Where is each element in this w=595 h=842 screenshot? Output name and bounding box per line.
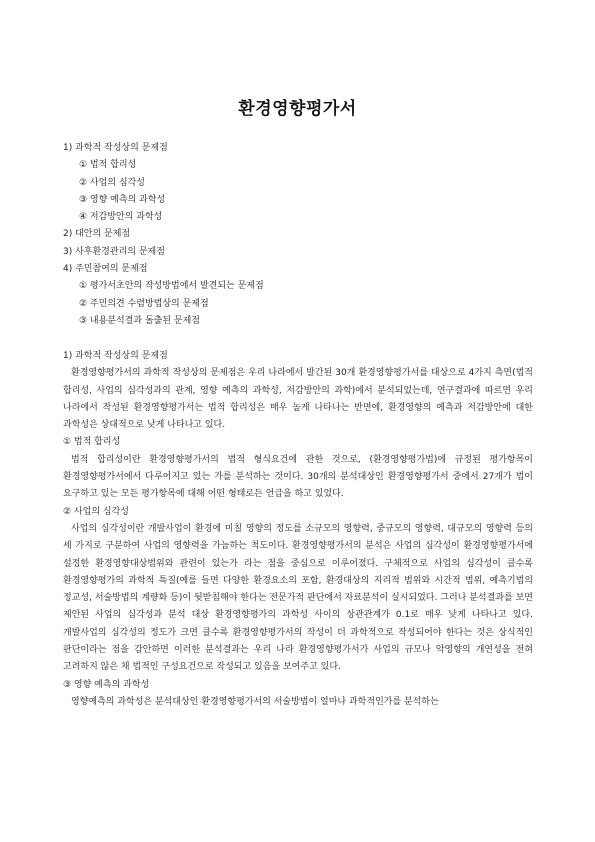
- toc-item: 1) 과학적 작성상의 문제점: [63, 143, 168, 153]
- toc-subitem: ③ 내용분석결과 돌출된 문제점: [79, 315, 200, 326]
- toc-subitem: ① 법적 합리성: [79, 160, 137, 171]
- section-paragraph: 영향예측의 과학성은 분석대상인 환경영향평가서의 서술방법이 얼마나 과학적인가를 분석하는: [71, 696, 439, 707]
- toc-subitem: ② 사업의 심각성: [79, 177, 145, 188]
- section-heading: 1) 과학적 작성상의 문제점: [63, 351, 168, 361]
- document-title: 환경영향평가서: [238, 99, 357, 119]
- section-paragraph: 사업의 심각성이란 개발사업이 환경에 미칠 영향의 정도를 소규모의 영향력, 중규모의 영향력, 대규모의 영향력 등의 세 가지로 구분하여 사업의 영향력을 가늠하는 척도이다. 환경영향평가서의 분석은 사업의 심각성이 환경영향평가서에 설정한 환경영향대상범위와 관련이 있는가 라는 점을 중심으로 이루어졌다. 구체적으로 사업의 심각성이 클수록 환경영향평가의 과학적 특질(예를 들면 다양한 환경요소의 포함, 환경대상의 지리적 범위와 시간적 범위, 예측기법의 정교성, 서술방법의 계량화 등)이 뒷받침해야 한다는 전문가적 판단에서 자료분석이 실시되었다. 그러나 분석결과를 보면 제안된 사업의 심각성과 분석 대상 환경영향평가의 과학성 사이의 상관관계가 0.1로 매우 낮게 나타나고 있다. 개발사업의 심각성의 정도가 크면 클수록 환경영향평가서의 작성이 더 과학적으로 작성되어야 한다는 것은 상식적인 판단이라는 점을 감안하면 이러한 분석결과는 우리 나라 환경영향평가서가 사업의 규모나 악영향의 개연성을 전혀 고려하지 않은 채 법적인 구성요건으로 작성되고 있음을 보여주고 있다.: [63, 523, 533, 673]
- toc-subitem: ④ 저감방안의 과학성: [79, 212, 163, 223]
- toc-item: 4) 주민참여의 문제점: [63, 264, 148, 275]
- document-body: [63, 348, 533, 711]
- toc-subitem: ② 주민의견 수렴방법상의 문제점: [79, 298, 209, 309]
- section-heading: ③ 영향 예측의 과학성: [63, 679, 150, 690]
- toc-item: 2) 대안의 문제점: [63, 229, 131, 240]
- section-heading: ② 사업의 심각성: [63, 506, 129, 517]
- section-paragraph: 환경영향평가서의 과학적 작성상의 문제점은 우리 나라에서 발간된 30개 환경영향평가서를 대상으로 4가지 측면(법적 합리성, 사업의 심각성과의 관계, 영향 예측의 과학성, 저감방안의 과학)에서 분석되었는데, 연구결과에 따르면 우리 나라에서 작성된 환경영향평가서는 법적 합리성은 매우 높게 나타나는 반면에, 환경영향의 예측과 저감방안에 대한 과학성은 상대적으로 낮게 나타나고 있다.: [63, 368, 533, 431]
- section-paragraph: 법적 합리성이란 환경영향평가서의 법적 형식요건에 관한 것으로, (환경영향평가법)에 규정된 평가항목이 환경영향평가서에서 다루어지고 있는 가를 분석하는 것이다. 30개의 분석대상인 환경영향평가서 중에서 27개가 법이 요구하고 있는 모든 평가항목에 대해 어떤 형태로든 언급을 하고 있었다.: [63, 454, 533, 500]
- section-heading: ① 법적 합리성: [63, 437, 121, 448]
- table-of-contents: [63, 140, 264, 330]
- toc-subitem: ① 평가서초안의 작성방법에서 발견되는 문제점: [79, 281, 264, 292]
- toc-subitem: ③ 영향 예측의 과학성: [79, 194, 166, 205]
- toc-item: 3) 사후환경관리의 문제점: [63, 246, 165, 257]
